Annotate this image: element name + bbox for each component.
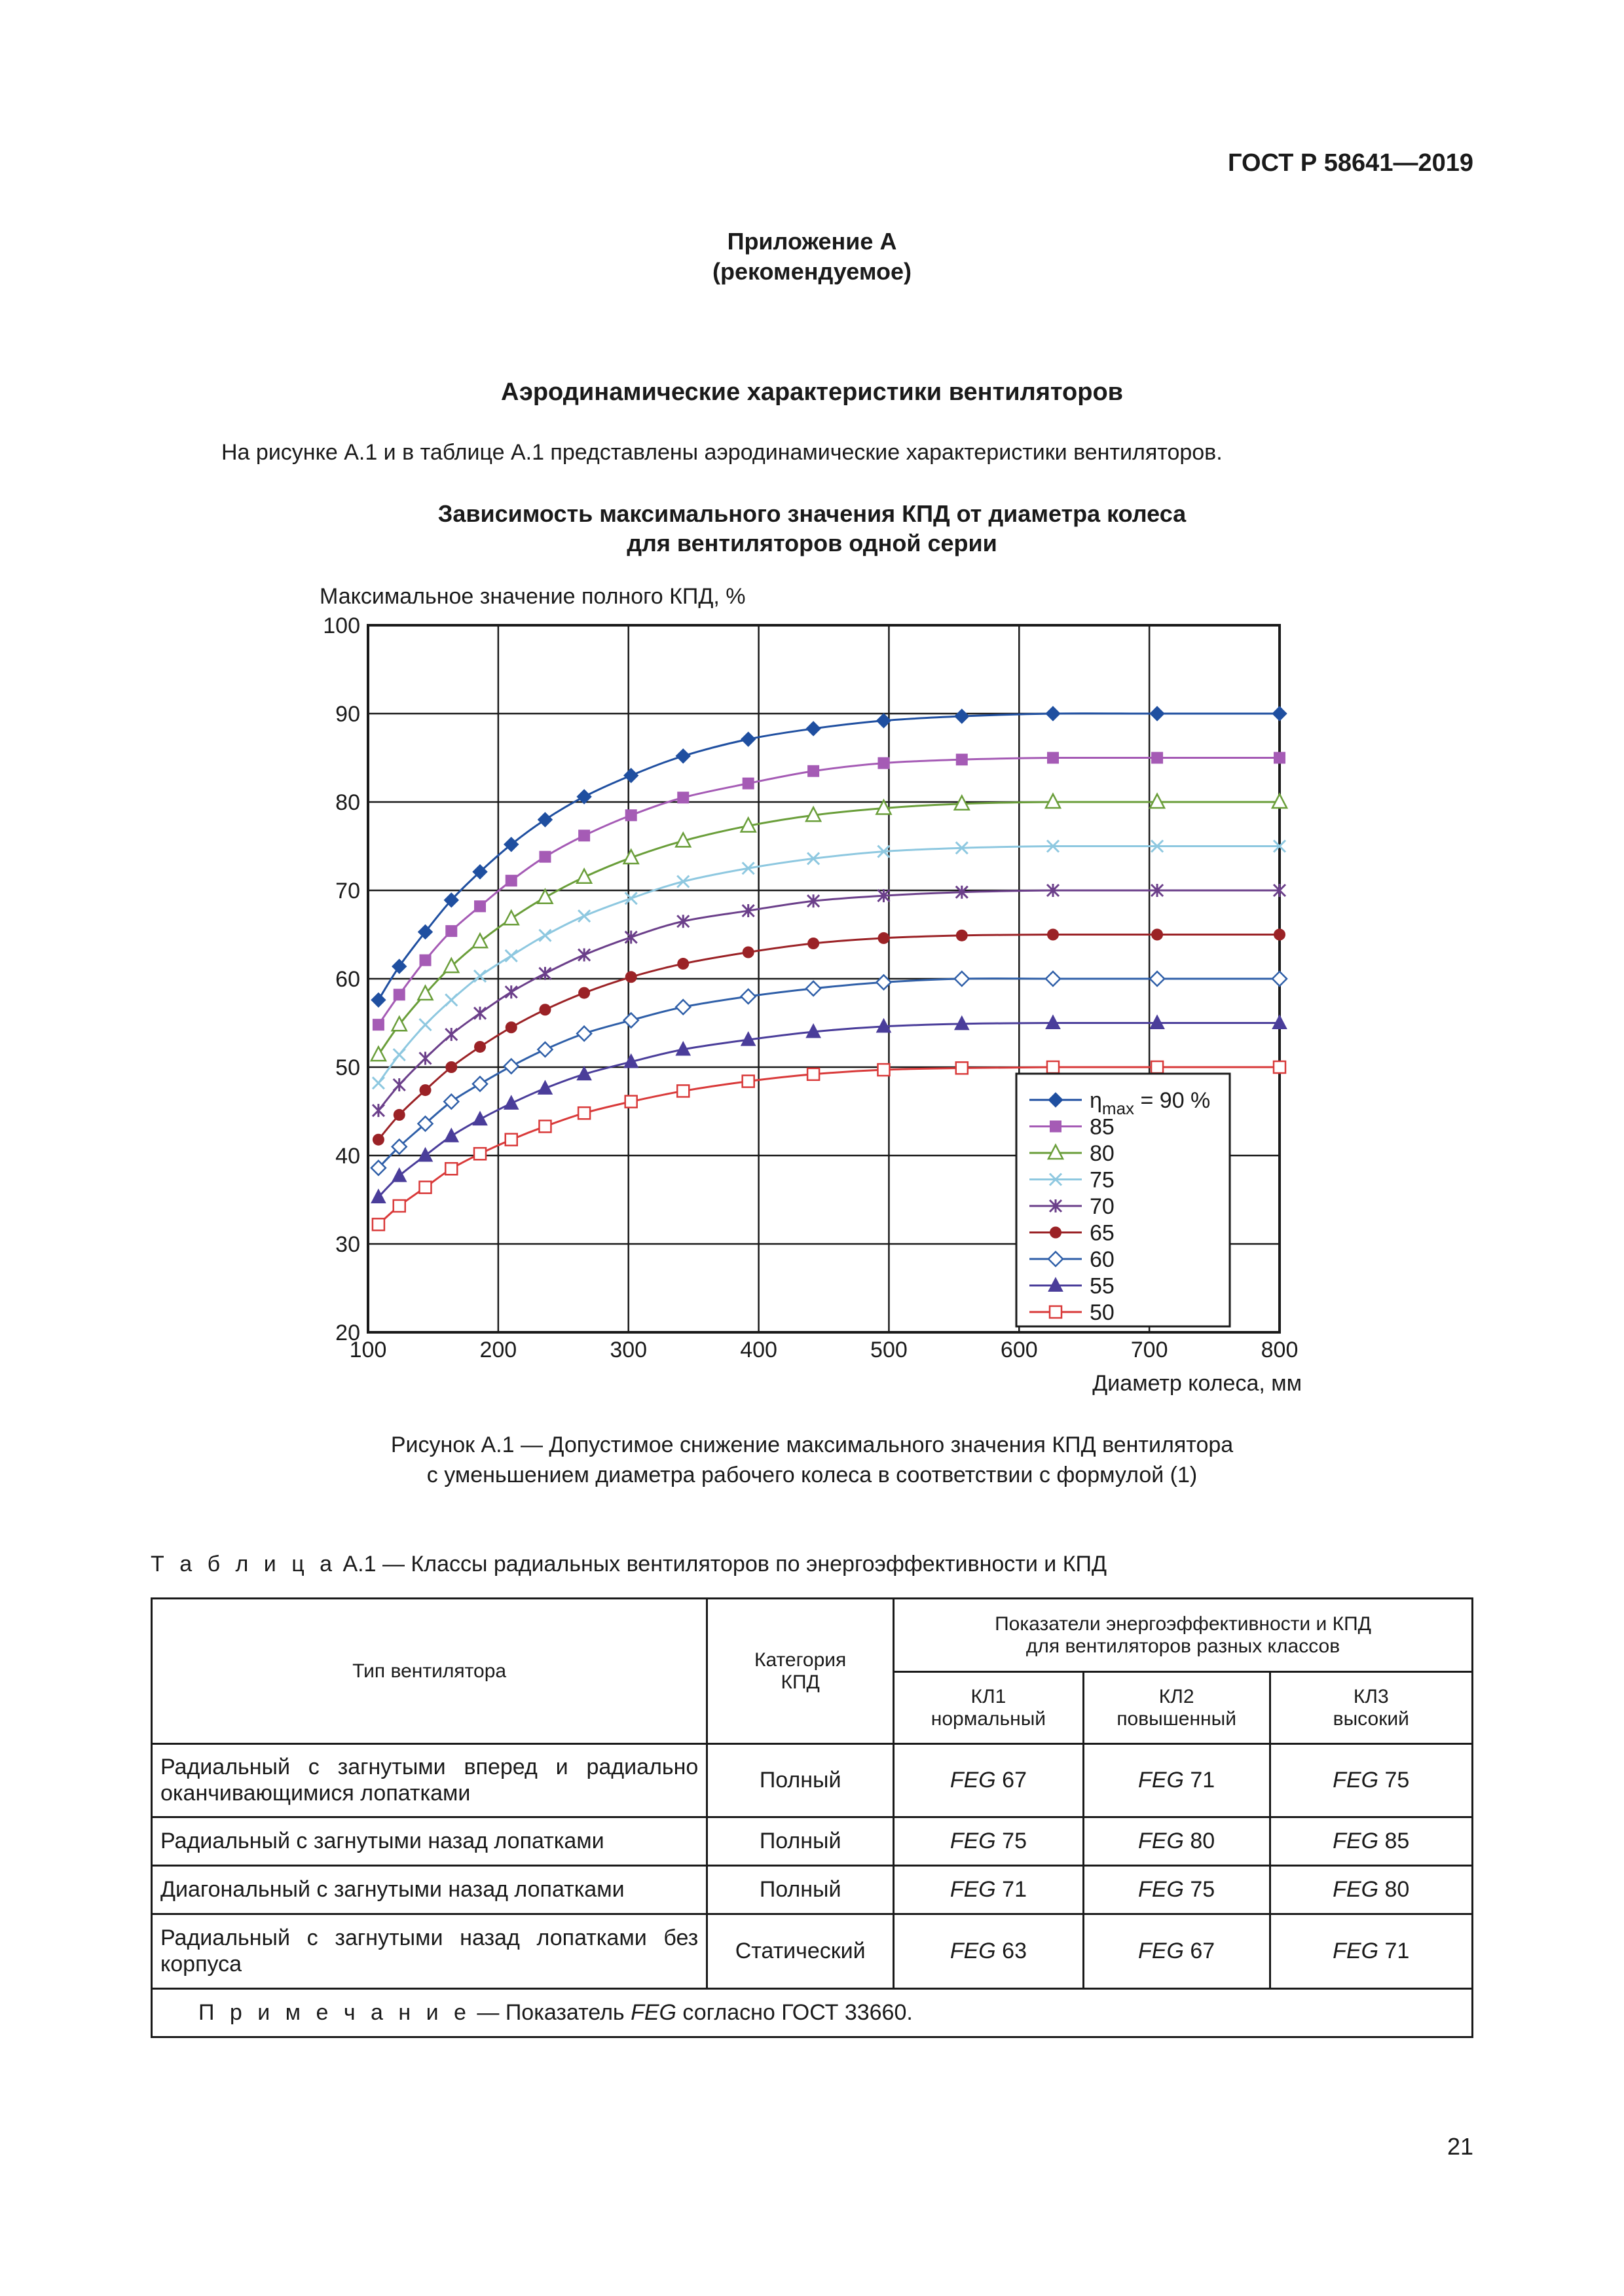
header-fan-type: Тип вентилятора [152, 1599, 707, 1744]
x-tick-label: 500 [870, 1338, 908, 1362]
x-tick-label: 300 [610, 1338, 648, 1362]
intro-paragraph: На рисунке А.1 и в таблице А.1 представлены аэродинамические характеристики вентиляторов. [221, 440, 1223, 465]
data-point [538, 890, 552, 903]
data-point [506, 1134, 517, 1146]
data-point [625, 1096, 637, 1108]
data-point [1047, 1061, 1059, 1073]
legend-marker [1050, 1306, 1061, 1318]
data-point [373, 1077, 384, 1089]
data-point [741, 732, 756, 746]
data-point [625, 892, 637, 904]
efficiency-class-table [151, 1597, 1473, 2038]
data-point [1151, 752, 1163, 764]
appendix-subtitle: (рекомендуемое) [712, 258, 912, 285]
data-point [445, 994, 457, 1006]
data-point [373, 1104, 384, 1117]
legend-marker [1050, 1227, 1061, 1239]
fan-type-cell: Радиальный с загнутыми назад лопатками [152, 1817, 707, 1866]
data-point [578, 949, 590, 962]
chart-title-line2: для вентиляторов одной серии [627, 530, 997, 556]
data-point [578, 1107, 590, 1119]
data-point [1150, 706, 1164, 721]
data-point [418, 1148, 432, 1161]
kl3-cell: FEG 75 [1270, 1744, 1472, 1817]
data-point [539, 1120, 551, 1132]
data-point [506, 875, 517, 886]
data-point [676, 749, 690, 763]
category-cell: Полный [707, 1744, 894, 1817]
y-tick-label: 30 [335, 1232, 360, 1257]
data-point [577, 1027, 591, 1041]
data-point [445, 925, 457, 937]
data-point [1046, 794, 1060, 808]
data-point [473, 1112, 487, 1125]
data-point [625, 931, 637, 944]
data-point [504, 911, 519, 924]
data-point [538, 1042, 552, 1057]
data-point [956, 1062, 968, 1074]
fan-type-cell: Радиальный с загнутыми назад лопатками без корпуса [152, 1914, 707, 1989]
data-point [624, 769, 638, 783]
fan-type-cell: Диагональный с загнутыми назад лопатками [152, 1866, 707, 1914]
data-point [392, 959, 407, 974]
appendix-title: Приложение А [727, 228, 897, 255]
data-point [504, 1059, 519, 1074]
figure-caption-line2: с уменьшением диаметра рабочего колеса в соответствии с формулой (1) [426, 1463, 1198, 1487]
kl3-cell: FEG 85 [1270, 1817, 1472, 1866]
data-point [506, 985, 517, 998]
legend-marker [1050, 1121, 1061, 1133]
data-point [373, 1134, 384, 1146]
table-row [152, 1817, 1473, 1866]
x-tick-label: 100 [349, 1338, 387, 1362]
data-point [806, 981, 821, 996]
data-point [625, 971, 637, 983]
kl2-cell: FEG 80 [1083, 1817, 1270, 1866]
data-point [419, 955, 431, 966]
y-tick-label: 40 [335, 1144, 360, 1169]
data-point [743, 947, 754, 958]
data-point [474, 1041, 486, 1053]
table-row [152, 1744, 1473, 1817]
data-point [806, 721, 821, 736]
kl2-cell: FEG 67 [1083, 1914, 1270, 1989]
kl2-cell: FEG 75 [1083, 1866, 1270, 1914]
x-tick-label: 700 [1130, 1338, 1168, 1362]
figure-caption-line1: Рисунок А.1 — Допустимое снижение максимального значения КПД вентилятора [390, 1432, 1234, 1457]
table-row [152, 1866, 1473, 1914]
data-point [373, 1218, 384, 1230]
table-title-prefix: Т а б л и ц а [151, 1552, 337, 1576]
data-point [506, 950, 517, 962]
data-point [394, 1049, 405, 1061]
data-point [394, 1078, 405, 1091]
data-point [371, 993, 386, 1007]
data-point [1274, 752, 1285, 764]
data-point [445, 1061, 457, 1073]
data-point [955, 709, 969, 723]
data-point [1047, 752, 1059, 764]
data-point [1046, 706, 1060, 721]
data-point [677, 1085, 689, 1097]
header-kl1: КЛ1 нормальный [894, 1672, 1084, 1744]
data-point [1150, 972, 1164, 986]
data-point [506, 1021, 517, 1033]
y-tick-label: 80 [335, 790, 360, 815]
y-tick-label: 50 [335, 1055, 360, 1080]
data-point [419, 1052, 431, 1065]
legend-label: 65 [1090, 1220, 1115, 1246]
y-tick-label: 100 [323, 613, 360, 638]
data-point [1046, 972, 1060, 986]
y-tick-label: 90 [335, 702, 360, 727]
data-point [1274, 1061, 1285, 1073]
kl1-cell: FEG 63 [894, 1914, 1084, 1989]
category-cell: Полный [707, 1817, 894, 1866]
data-point [504, 1095, 519, 1109]
data-point [539, 930, 551, 941]
data-point [1151, 1061, 1163, 1073]
data-point [445, 1163, 457, 1175]
data-point [743, 1076, 754, 1087]
data-point [473, 934, 487, 947]
data-point [394, 1109, 405, 1121]
table-note-row [152, 1989, 1473, 2037]
data-point [625, 809, 637, 821]
fan-type-cell: Радиальный с загнутыми вперед и радиально оканчивающимися лопатками [152, 1744, 707, 1817]
chart-legend [1016, 1074, 1230, 1326]
data-point [538, 812, 552, 827]
data-point [1272, 972, 1287, 986]
legend-label: 70 [1090, 1194, 1115, 1219]
data-point [474, 900, 486, 912]
x-tick-label: 800 [1261, 1338, 1299, 1362]
data-point [807, 938, 819, 949]
data-point [419, 1084, 431, 1096]
data-point [955, 972, 969, 986]
data-point [392, 1168, 407, 1182]
data-point [578, 910, 590, 922]
data-point [877, 757, 889, 769]
data-point [956, 930, 968, 941]
y-tick-label: 20 [335, 1321, 360, 1345]
kl2-cell: FEG 71 [1083, 1744, 1270, 1817]
data-point [474, 1148, 486, 1159]
data-point [1151, 929, 1163, 941]
data-point [577, 869, 591, 883]
legend-label: 85 [1090, 1114, 1115, 1140]
data-point [624, 1013, 638, 1027]
data-point [578, 829, 590, 841]
x-tick-label: 600 [1000, 1338, 1038, 1362]
data-point [539, 1004, 551, 1015]
data-point [741, 989, 756, 1004]
kl3-cell: FEG 71 [1270, 1914, 1472, 1989]
data-point [1274, 929, 1285, 941]
legend-label: 60 [1090, 1247, 1115, 1272]
legend-label: $\eta_{max} = 90$ % [1090, 1088, 1211, 1118]
data-point [877, 1064, 889, 1076]
data-point [676, 1000, 690, 1014]
data-point [807, 765, 819, 777]
data-point [877, 932, 889, 944]
data-point [373, 1019, 384, 1030]
data-point [1047, 929, 1059, 941]
y-axis-label: Максимальное значение полного КПД, % [320, 584, 746, 609]
data-point [444, 1128, 458, 1142]
category-cell: Статический [707, 1914, 894, 1989]
data-point [419, 1019, 431, 1030]
category-cell: Полный [707, 1866, 894, 1914]
data-point [473, 1077, 487, 1091]
x-axis-label: Диаметр колеса, мм [1092, 1371, 1302, 1396]
table-title [151, 1552, 1107, 1577]
data-point [539, 851, 551, 863]
data-point [956, 754, 968, 765]
header-kl2: КЛ2 повышенный [1083, 1672, 1270, 1744]
data-point [677, 876, 689, 888]
kl1-cell: FEG 71 [894, 1866, 1084, 1914]
data-point [1272, 706, 1287, 721]
page-number: 21 [1447, 2133, 1473, 2160]
legend-label: 75 [1090, 1167, 1115, 1193]
data-point [474, 970, 486, 982]
table-note: П р и м е ч а н и е — Показатель FEG согласно ГОСТ 33660. [152, 1989, 1473, 2037]
header-kl3: КЛ3 высокий [1270, 1672, 1472, 1744]
legend-label: 80 [1090, 1141, 1115, 1166]
y-tick-label: 70 [335, 879, 360, 903]
data-point [578, 987, 590, 999]
data-point [677, 792, 689, 803]
standard-number: ГОСТ Р 58641—2019 [1228, 149, 1473, 177]
kl1-cell: FEG 67 [894, 1744, 1084, 1817]
legend-label: 50 [1090, 1300, 1115, 1325]
data-point [539, 967, 551, 980]
data-point [445, 1028, 457, 1041]
kl1-cell: FEG 75 [894, 1817, 1084, 1866]
data-point [419, 1182, 431, 1194]
table-row [152, 1914, 1473, 1989]
section-title: Аэродинамические характеристики вентиляторов [500, 378, 1124, 406]
chart-title-line1: Зависимость максимального значения КПД от диаметра колеса [437, 500, 1187, 527]
data-point [394, 989, 405, 1000]
header-category: Категория КПД [707, 1599, 894, 1744]
table-title-text: А.1 — Классы радиальных вентиляторов по энергоэффективности и КПД [337, 1552, 1107, 1576]
x-tick-label: 400 [740, 1338, 777, 1362]
data-point [677, 958, 689, 970]
data-point [743, 778, 754, 790]
data-point [474, 1007, 486, 1020]
x-tick-label: 200 [479, 1338, 517, 1362]
legend-label: 55 [1090, 1273, 1115, 1299]
data-point [807, 1068, 819, 1080]
data-point [394, 1200, 405, 1212]
header-indicators: Показатели энергоэффективности и КПД для вентиляторов разных классов [894, 1599, 1473, 1672]
y-tick-label: 60 [335, 967, 360, 992]
kl3-cell: FEG 80 [1270, 1866, 1472, 1914]
